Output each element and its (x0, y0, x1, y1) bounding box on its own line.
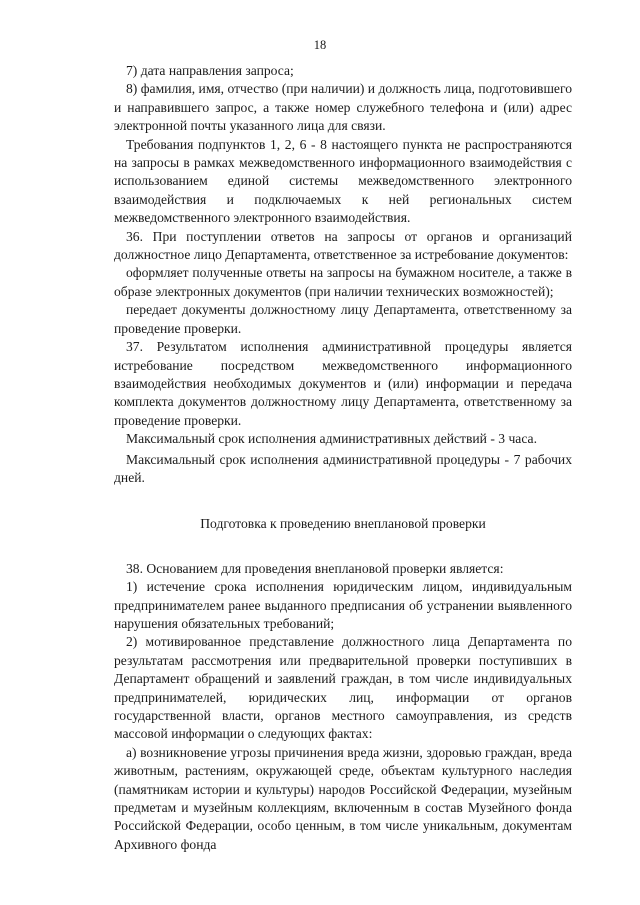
paragraph-38-item-2a: а) возникновение угрозы причинения вреда жизни, здоровью граждан, вреда животным, растениям, окружающей среде, объектам культурного наследия (памятникам истории и культуры) народов Российской Федерации, музейным предметам и музейным коллекциям, включенным в состав Музейного фонда Российской Федерации, особо ценным, в том числе уникальным, документам Архивного фонда (114, 744, 572, 852)
page-number: 18 (313, 38, 327, 52)
paragraph-max-actions-time: Максимальный срок исполнения административных действий - 3 часа. (126, 431, 537, 447)
paragraph-37: 37. Результатом исполнения административной процедуры является истребование посредством межведомственного информационного взаимодействия необходимых документов и (или) информации и передача комплекта документов должностному лицу Департамента, ответственному за проведение проверки. (114, 339, 572, 428)
paragraph-36: 36. При поступлении ответов на запросы от органов и организаций должностное лицо Департамента, ответственное за истребование документов: (114, 228, 572, 263)
document-body (114, 62, 572, 854)
paragraph-38-item-1: 1) истечение срока исполнения юридическим лицом, индивидуальным предпринимателем ранее выданного предписания об устранении выявленного нарушения обязательных требований; (114, 579, 572, 631)
paragraph-38-item-2: 2) мотивированное представление должностного лица Департамента по результатам рассмотрения или предварительной проверки поступивших в Департамент обращений и заявлений граждан, в том числе индивидуальных предпринимателей, юридических лиц, информации от органов государственной власти, органов местного самоуправления, из средств массовой информации о следующих фактах: (114, 634, 572, 742)
paragraph-item-7: 7) дата направления запроса; (126, 63, 294, 78)
paragraph-38: 38. Основанием для проведения внеплановой проверки является: (126, 560, 504, 576)
paragraph-36-action-2: передает документы должностному лицу Департамента, ответственному за проведение проверки. (114, 302, 572, 336)
paragraph-requirements-note: Требования подпунктов 1, 2, 6 - 8 настоящего пункта не распространяются на запросы в рамках межведомственного информационного взаимодействия с использованием единой системы межведомственного электронного взаимодействия и подключаемых к ней региональных систем межведомственного электронного взаимодействия. (114, 136, 572, 226)
paragraph-36-action-1: оформляет полученные ответы на запросы на бумажном носителе, а также в образе электронных документов (при наличии технических возможностей); (114, 265, 572, 299)
paragraph-item-8: 8) фамилия, имя, отчество (при наличии) и должность лица, подготовившего и направившего запрос, а также номер служебного телефона и (или) адрес электронной почты указанного лица для связи. (114, 81, 572, 134)
paragraph-max-procedure-time: Максимальный срок исполнения административной процедуры - 7 рабочих дней. (114, 451, 572, 485)
section-heading: Подготовка к проведению внеплановой проверки (200, 516, 486, 532)
